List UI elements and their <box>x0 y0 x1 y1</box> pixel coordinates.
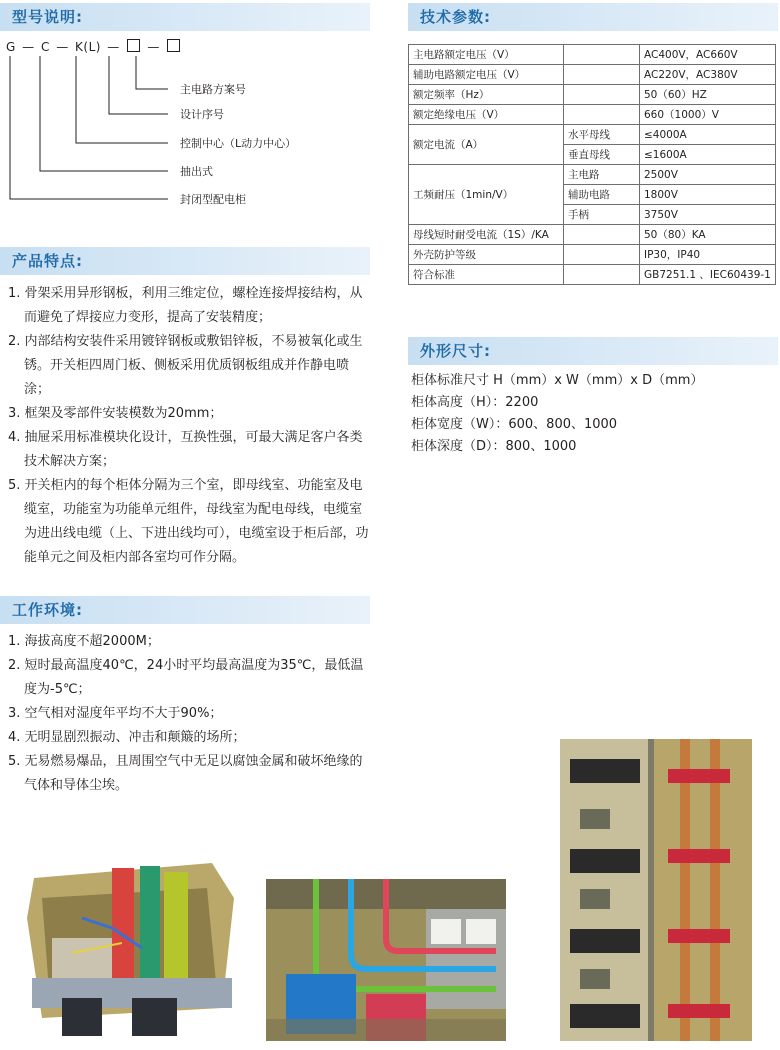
table-cell <box>564 65 640 85</box>
table-cell: 2500V <box>640 165 776 185</box>
table-cell: 辅助电路 <box>564 185 640 205</box>
dims-line: 柜体高度（H）：2200 <box>411 395 539 410</box>
model-code-dash: — <box>22 40 35 54</box>
list-item: 2. 内部结构安装件采用镀锌钢板或敷铝锌板，不易被氧化或生锈。开关柜四周门板、侧板采用优质钢板组成并作静电喷涂； <box>8 334 363 397</box>
model-section-header: 型号说明: <box>0 3 370 31</box>
table-cell: 水平母线 <box>564 125 640 145</box>
label-design-serial: 设计序号 <box>180 108 224 121</box>
label-enclosed-cabinet: 封闭型配电柜 <box>180 193 246 206</box>
table-cell: IP30，IP40 <box>640 245 776 265</box>
table-cell: 垂直母线 <box>564 145 640 165</box>
model-code-c: C <box>40 40 50 54</box>
table-cell <box>564 225 640 245</box>
tech-spec-table <box>408 44 776 285</box>
dims-line: 柜体宽度（W）：600、800、1000 <box>411 417 618 432</box>
list-item: 1. 海拔高度不超2000M； <box>8 634 160 649</box>
table-cell: 符合标准 <box>409 265 564 285</box>
table-cell: 额定频率（Hz） <box>409 85 564 105</box>
table-row <box>409 245 776 265</box>
table-cell <box>564 45 640 65</box>
table-cell: 额定绝缘电压（V） <box>409 105 564 125</box>
table-row <box>409 265 776 285</box>
table-row <box>409 85 776 105</box>
table-cell: AC400V，AC660V <box>640 45 776 65</box>
model-code-tree-lines <box>0 0 300 220</box>
label-control-center: 控制中心（L动力中心） <box>180 137 297 150</box>
table-cell: 1800V <box>640 185 776 205</box>
features-section-header: 产品特点: <box>0 247 370 275</box>
dimensions-block <box>411 370 703 458</box>
table-cell: 辅助电路额定电压（V） <box>409 65 564 85</box>
label-draw-out-type: 抽出式 <box>180 165 213 178</box>
table-cell: 外壳防护等级 <box>409 245 564 265</box>
label-main-circuit-scheme: 主电路方案号 <box>180 83 246 96</box>
table-cell: 660（1000）V <box>640 105 776 125</box>
dims-line: 柜体深度（D）：800、1000 <box>411 439 577 454</box>
tech-section-header: 技术参数: <box>408 3 778 31</box>
list-item: 3. 空气相对湿度年平均不大于90%； <box>8 706 223 721</box>
table-cell: ≤1600A <box>640 145 776 165</box>
list-item: 1. 骨架采用异形钢板，利用三维定位，螺栓连接焊接结构，从而避免了焊接应力变形，提高了安装精度； <box>8 286 363 325</box>
table-cell: 主电路额定电压（V） <box>409 45 564 65</box>
model-code-dash: — <box>147 40 160 54</box>
dims-line: 柜体标准尺寸 H（mm）x W（mm）x D（mm） <box>411 373 704 388</box>
table-cell <box>564 245 640 265</box>
table-cell: AC220V，AC380V <box>640 65 776 85</box>
drawer-unit-photo <box>22 858 234 1040</box>
model-code-dash: — <box>56 40 69 54</box>
table-cell: 主电路 <box>564 165 640 185</box>
environment-list <box>8 630 370 798</box>
table-row <box>409 225 776 245</box>
cabinet-interior-photo <box>560 739 752 1041</box>
table-cell: GB7251.1 、IEC60439-1 <box>640 265 776 285</box>
list-item: 5. 无易燃易爆品，且周围空气中无足以腐蚀金属和破坏绝缘的气体和导体尘埃。 <box>8 754 363 793</box>
list-item: 2. 短时最高温度40℃，24小时平均最高温度为35℃，最低温度为-5℃； <box>8 658 364 697</box>
table-cell: 母线短时耐受电流（1S）/KA <box>409 225 564 245</box>
list-item: 4. 无明显剧烈振动、冲击和颠簸的场所； <box>8 730 246 745</box>
table-cell <box>564 265 640 285</box>
table-row <box>409 165 776 185</box>
environment-section-header: 工作环境: <box>0 596 370 624</box>
table-row <box>409 65 776 85</box>
wiring-closeup-photo <box>266 879 506 1041</box>
table-cell: 50（80）KA <box>640 225 776 245</box>
model-code-g: G <box>6 40 16 54</box>
table-cell: 工频耐压（1min/V） <box>409 165 564 225</box>
table-cell: 50（60）HZ <box>640 85 776 105</box>
table-row <box>409 105 776 125</box>
list-item: 4. 抽屉采用标准模块化设计，互换性强，可最大满足客户各类技术解决方案； <box>8 430 363 469</box>
table-cell: ≤4000A <box>640 125 776 145</box>
table-cell <box>564 85 640 105</box>
list-item: 3. 框架及零部件安装模数为20mm； <box>8 406 223 421</box>
table-cell: 额定电流（A） <box>409 125 564 165</box>
model-code-dash: — <box>107 40 120 54</box>
features-list <box>8 282 370 570</box>
table-cell: 手柄 <box>564 205 640 225</box>
list-item: 5. 开关柜内的每个柜体分隔为三个室，即母线室、功能室及电缆室，功能室为功能单元组件，母线室为配电母线，电缆室为进出线电缆（上、下进出线均可），电缆室设于柜后部，功能单元之间及柜内部各室均可作分隔。 <box>8 478 369 565</box>
dims-section-header: 外形尺寸: <box>408 337 778 365</box>
table-cell: 3750V <box>640 205 776 225</box>
model-code-k: K(L) <box>75 40 101 54</box>
table-row <box>409 125 776 145</box>
table-row <box>409 45 776 65</box>
table-cell <box>564 105 640 125</box>
